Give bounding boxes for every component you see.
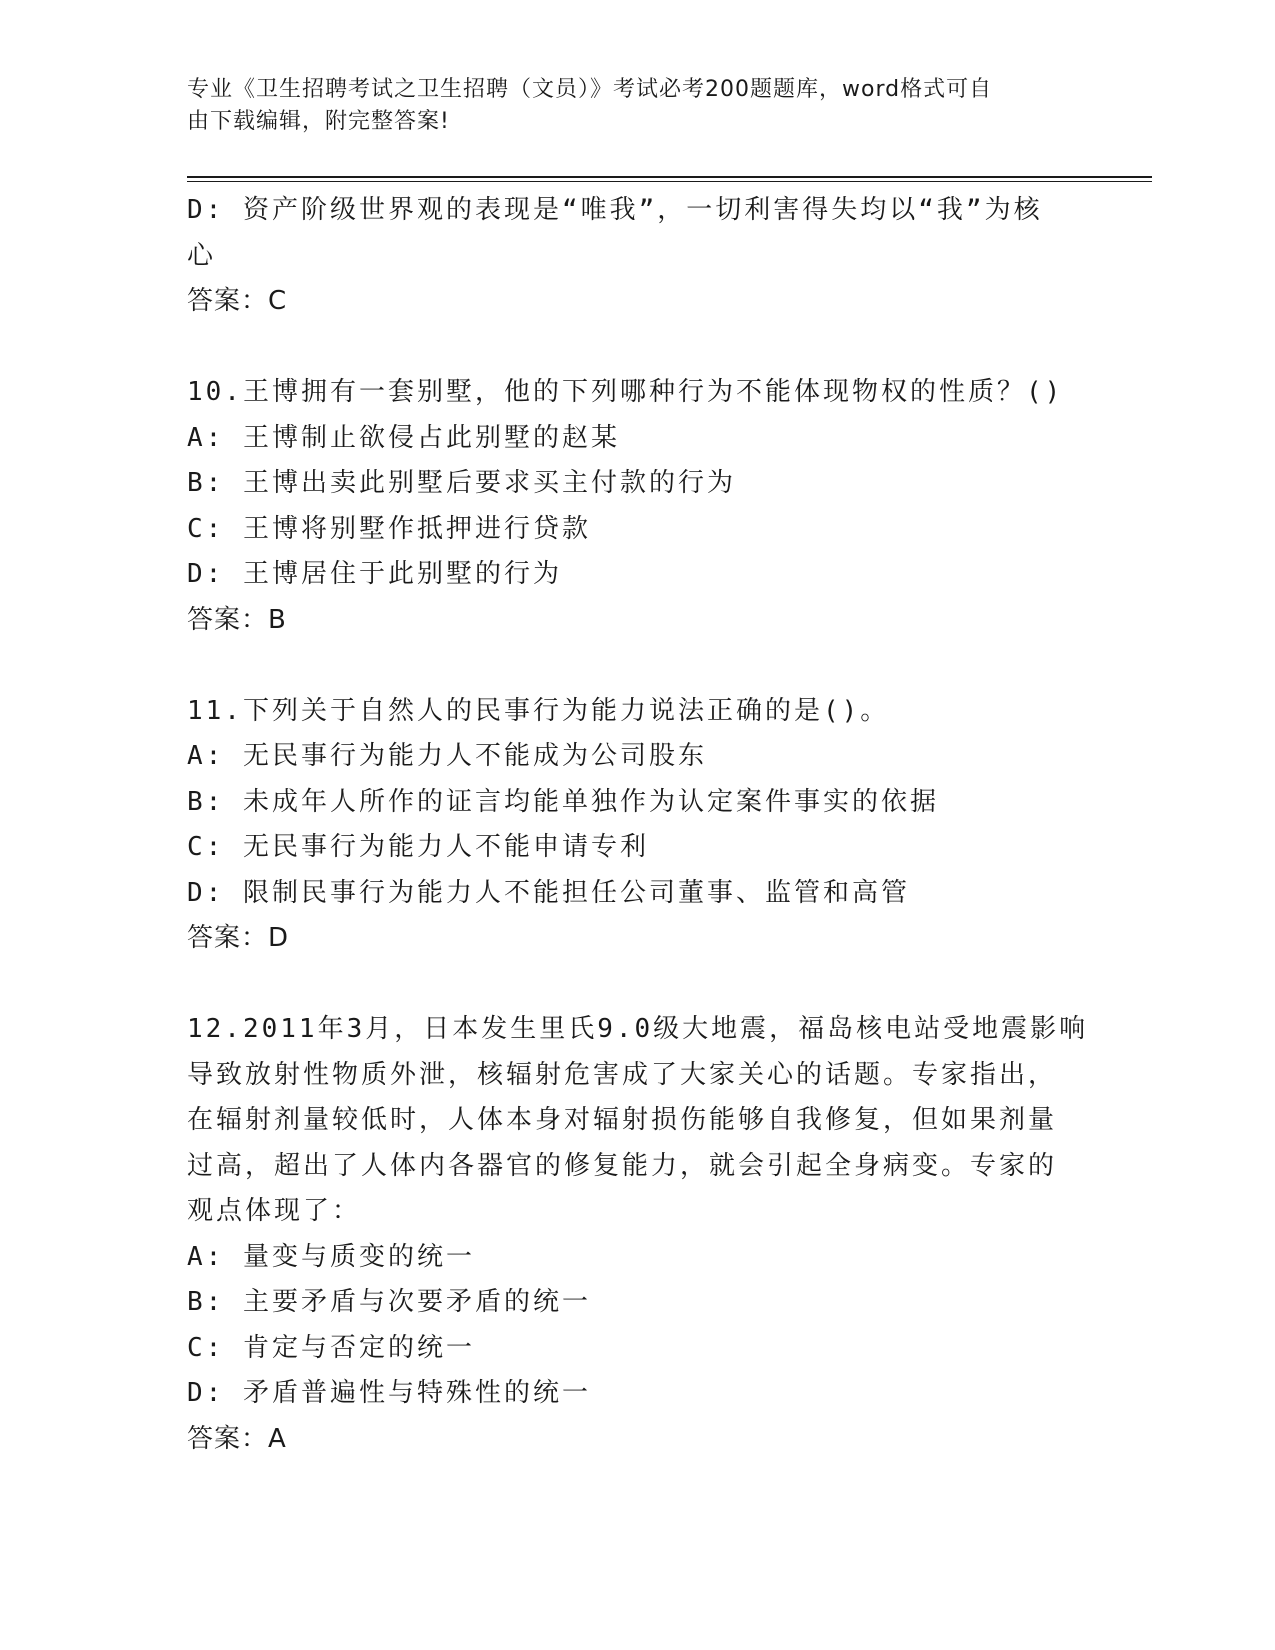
header-divider-thin	[187, 181, 1152, 182]
option-a: A: 王博制止欲侵占此别墅的赵某	[187, 422, 620, 453]
spacer	[187, 962, 1087, 1008]
question-stem: 11.下列关于自然人的民事行为能力说法正确的是()。	[187, 695, 890, 726]
question-stem: 10.王博拥有一套别墅，他的下列哪种行为不能体现物权的性质？()	[187, 377, 1064, 407]
option-c: C: 无民事行为能力人不能申请专利	[187, 832, 649, 862]
spacer	[187, 325, 1087, 371]
question-11	[187, 689, 1087, 962]
answer: 答案：B	[187, 604, 287, 635]
question-12	[187, 1007, 1087, 1462]
question-stem-line-3: 在辐射剂量较低时，人体本身对辐射损伤能够自我修复，但如果剂量	[187, 1105, 1058, 1135]
question-stem-line-2: 导致放射性物质外泄，核辐射危害成了大家关心的话题。专家指出，	[187, 1059, 1058, 1090]
option-b: B: 王博出卖此别墅后要求买主付款的行为	[187, 468, 736, 498]
option-a: A: 无民事行为能力人不能成为公司股东	[187, 741, 707, 771]
previous-question-tail	[187, 188, 1087, 325]
header-line-2: 由下载编辑，附完整答案!	[187, 109, 450, 134]
header-divider-thick	[187, 176, 1152, 178]
option-d: D: 矛盾普遍性与特殊性的统一	[187, 1378, 591, 1408]
option-d-continued: 心	[187, 240, 217, 271]
option-d: D: 限制民事行为能力人不能担任公司董事、监管和高管	[187, 877, 910, 908]
question-stem-line-1: 12.2011年3月，日本发生里氏9.0级大地震，福岛核电站受地震影响	[187, 1014, 1089, 1044]
option-a: A: 量变与质变的统一	[187, 1241, 475, 1272]
question-stem-line-4: 过高，超出了人体内各器官的修复能力，就会引起全身病变。专家的	[187, 1150, 1058, 1181]
option-c: C: 肯定与否定的统一	[187, 1332, 475, 1363]
document-body	[187, 188, 1087, 1462]
option-b: B: 主要矛盾与次要矛盾的统一	[187, 1287, 591, 1317]
option-b: B: 未成年人所作的证言均能单独作为认定案件事实的依据	[187, 786, 939, 817]
option-d: D: 资产阶级世界观的表现是“唯我”，一切利害得失均以“我”为核	[187, 195, 1043, 225]
option-c: C: 王博将别墅作抵押进行贷款	[187, 513, 591, 544]
answer: 答案：A	[187, 1423, 287, 1454]
document-header	[187, 74, 1067, 138]
answer: 答案：D	[187, 923, 290, 953]
option-d: D: 王博居住于此别墅的行为	[187, 559, 562, 589]
answer: 答案：C	[187, 286, 288, 316]
header-line-1: 专业《卫生招聘考试之卫生招聘（文员）》考试必考200题题库，word格式可自	[187, 77, 993, 102]
spacer	[187, 643, 1087, 689]
question-10	[187, 370, 1087, 643]
question-stem-line-5: 观点体现了：	[187, 1196, 362, 1226]
